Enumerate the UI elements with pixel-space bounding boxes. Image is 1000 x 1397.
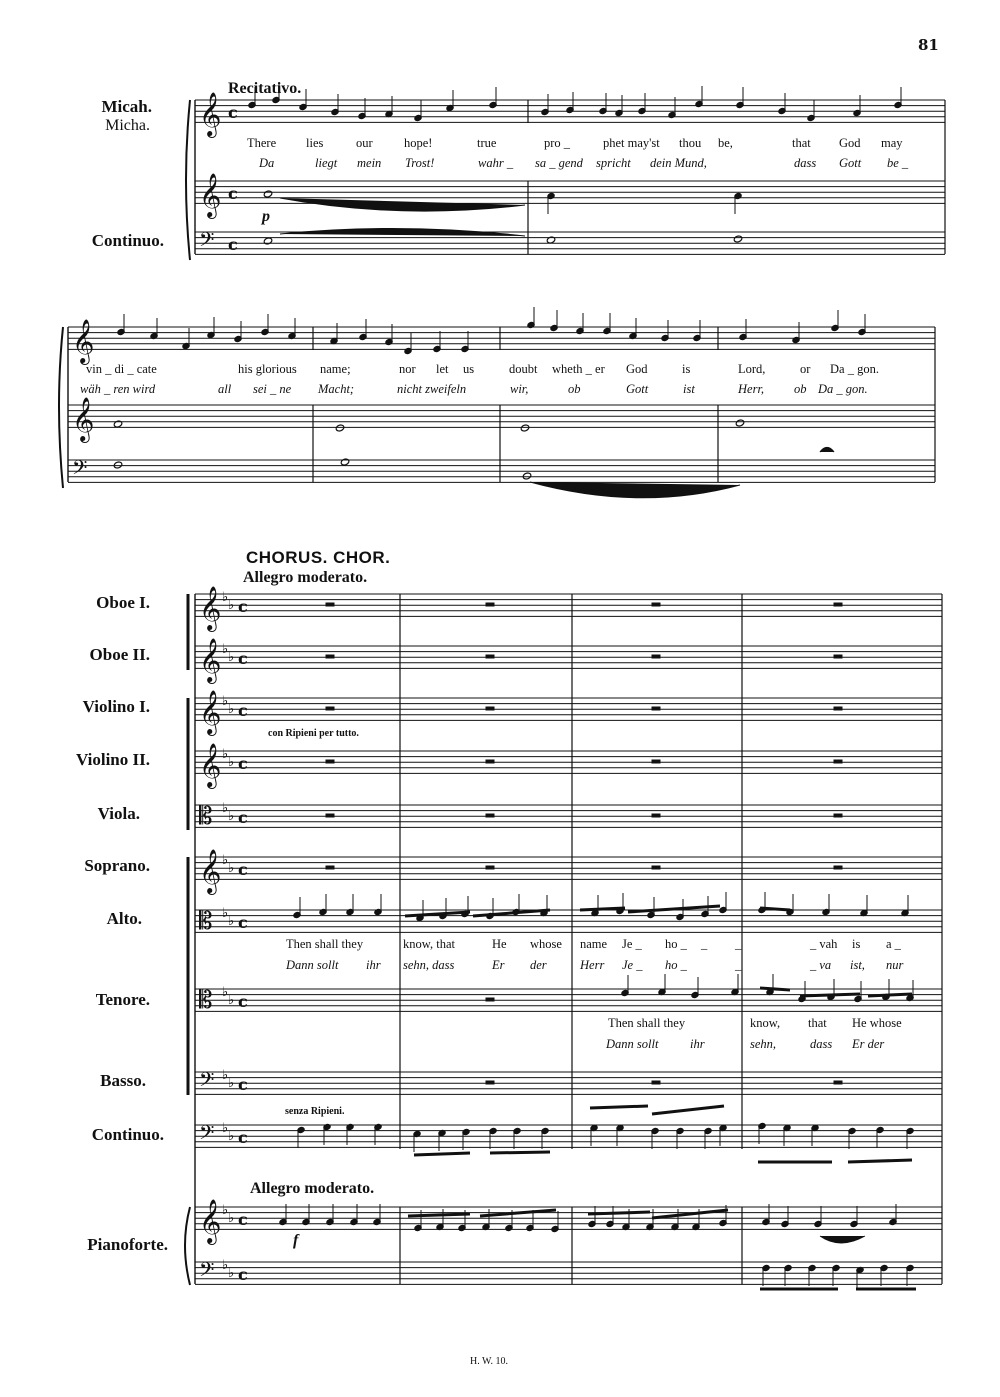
- lyric: Herr: [580, 958, 605, 972]
- lyric: us: [463, 362, 475, 376]
- flat-sign: ♭: [222, 747, 229, 762]
- label-alto: Alto.: [106, 909, 142, 928]
- lyric: Je _: [622, 958, 643, 972]
- treble-clef: 𝄞: [72, 319, 95, 363]
- lyric: doubt: [509, 362, 538, 376]
- time-signature: c: [238, 754, 248, 773]
- lyric: Da _ gon.: [830, 362, 879, 376]
- lyric: whose: [530, 937, 562, 951]
- lyric: There: [247, 136, 277, 150]
- flat-sign: ♭: [222, 906, 229, 921]
- half-notehead: [733, 235, 742, 243]
- lyric: Dann sollt: [286, 958, 339, 972]
- beam: [408, 1214, 470, 1216]
- lyric: or: [800, 362, 811, 376]
- treble-clef: 𝄞: [199, 1199, 222, 1243]
- beam: [652, 1106, 724, 1114]
- lyric: wahr _: [478, 156, 514, 170]
- whole-rest: [486, 866, 494, 869]
- lyric: mein: [357, 156, 382, 170]
- whole-rest: [326, 707, 334, 710]
- flat-sign: ♭: [222, 985, 229, 1000]
- lyric: wheth _ er: [552, 362, 605, 376]
- treble-clef: 𝄞: [199, 849, 222, 893]
- label-oboe-1: Oboe I.: [96, 593, 150, 612]
- whole-rest: [486, 760, 494, 763]
- flat-sign: ♭: [228, 1266, 235, 1281]
- beam: [868, 994, 912, 996]
- lyric: ist: [683, 382, 695, 396]
- time-signature: c: [238, 860, 248, 879]
- time-signature: c: [228, 235, 238, 254]
- lyric: ob: [794, 382, 807, 396]
- whole-rest: [834, 707, 842, 710]
- treble-clef: 𝄞: [199, 638, 222, 682]
- tempo-allegro-moderato: Allegro moderato.: [243, 569, 368, 586]
- label-micah-en: Micah.: [101, 97, 152, 116]
- lyric: sei _ ne: [253, 382, 292, 396]
- lyric: ho _: [665, 958, 687, 972]
- bass-clef: 𝄢: [72, 456, 88, 484]
- flat-sign: ♭: [228, 702, 235, 717]
- lyric: ho _: [665, 937, 687, 951]
- whole-rest: [834, 655, 842, 658]
- whole-rest: [326, 655, 334, 658]
- time-signature: c: [238, 649, 248, 668]
- piano-tempo: Allegro moderato.: [250, 1180, 375, 1197]
- lyric: may: [881, 136, 903, 150]
- flat-sign: ♭: [228, 650, 235, 665]
- half-notehead: [263, 190, 272, 198]
- flat-sign: ♭: [222, 694, 229, 709]
- lyric: Dann sollt: [606, 1037, 659, 1051]
- lyric: our: [356, 136, 373, 150]
- brace-piano: [185, 1207, 190, 1285]
- label-soprano: Soprano.: [84, 856, 150, 875]
- lyric: Herr,: [738, 382, 765, 396]
- lyric: is: [852, 937, 861, 951]
- lyric: Then shall they: [608, 1016, 686, 1030]
- chorus-heading: CHORUS. CHOR.: [246, 548, 391, 567]
- system-bracket: [186, 100, 190, 260]
- half-notehead: [340, 458, 349, 466]
- flat-sign: ♭: [228, 993, 235, 1008]
- lyric: _: [701, 937, 708, 951]
- lyric: all: [218, 382, 232, 396]
- label-continuo-3: Continuo.: [91, 1125, 164, 1144]
- flat-sign: ♭: [228, 914, 235, 929]
- lyric: Macht;: [318, 382, 355, 396]
- slur: [280, 228, 525, 236]
- lyric: ist,: [850, 958, 865, 972]
- lyric: dein Mund,: [650, 156, 707, 170]
- lyric: nicht zweifeln: [397, 382, 467, 396]
- whole-rest: [486, 707, 494, 710]
- beam: [590, 1106, 648, 1108]
- lyric: is: [682, 362, 691, 376]
- lyric: let: [436, 362, 449, 376]
- whole-rest: [652, 866, 660, 869]
- beam: [760, 988, 790, 990]
- whole-rest: [652, 760, 660, 763]
- time-signature: c: [228, 184, 238, 203]
- lyric: der: [530, 958, 547, 972]
- slur: [280, 198, 525, 211]
- lyric: nur: [886, 958, 904, 972]
- beam: [580, 908, 625, 910]
- lyric: that: [792, 136, 811, 150]
- label-pianoforte: Pianoforte.: [87, 1235, 168, 1254]
- lyric: sa _ gend: [535, 156, 583, 170]
- whole-rest: [652, 603, 660, 606]
- fermata: [820, 448, 834, 453]
- lyric: Er: [492, 958, 505, 972]
- label-violin-1: Violino I.: [82, 697, 150, 716]
- lyric: wir,: [510, 382, 529, 396]
- system-bracket: [59, 327, 63, 488]
- lyric: sehn, dass: [403, 958, 455, 972]
- beam: [760, 908, 790, 910]
- whole-rest: [486, 1081, 494, 1084]
- slur: [820, 1236, 865, 1243]
- treble-clef: 𝄞: [199, 586, 222, 630]
- whole-rest: [486, 814, 494, 817]
- treble-clef: 𝄞: [199, 743, 222, 787]
- lyric: God: [626, 362, 648, 376]
- flat-sign: ♭: [228, 755, 235, 770]
- lyric: sehn,: [750, 1037, 777, 1051]
- flat-sign: ♭: [228, 598, 235, 613]
- time-signature: c: [238, 992, 248, 1011]
- label-bass: Basso.: [100, 1071, 146, 1090]
- lyric: Gott: [626, 382, 649, 396]
- lyric: phet may'st: [603, 136, 660, 150]
- treble-clef: 𝄞: [199, 92, 222, 136]
- flat-sign: ♭: [222, 853, 229, 868]
- lyric: nor: [399, 362, 416, 376]
- lyric: that: [808, 1016, 827, 1030]
- flat-sign: ♭: [228, 861, 235, 876]
- treble-clef: 𝄞: [199, 690, 222, 734]
- flat-sign: ♭: [222, 1121, 229, 1136]
- lyric: thou: [679, 136, 702, 150]
- label-oboe-2: Oboe II.: [89, 645, 150, 664]
- alto-clef: 𝄡: [199, 802, 213, 830]
- lyric: Trost!: [405, 156, 435, 170]
- beam: [414, 1153, 470, 1155]
- whole-rest: [652, 1081, 660, 1084]
- time-signature: c: [238, 701, 248, 720]
- time-signature: c: [238, 913, 248, 932]
- lyric: hope!: [404, 136, 433, 150]
- flat-sign: ♭: [228, 1076, 235, 1091]
- lyric: dass: [794, 156, 817, 170]
- piano-dynamic-f: f: [293, 1232, 299, 1249]
- label-continuo-1: Continuo.: [91, 231, 164, 250]
- lyric: name;: [320, 362, 351, 376]
- half-notehead: [335, 424, 344, 432]
- lyric: Gott: [839, 156, 862, 170]
- lyric: Er der: [852, 1037, 885, 1051]
- lyric: liegt: [315, 156, 338, 170]
- whole-rest: [652, 707, 660, 710]
- lyric: _: [735, 958, 742, 972]
- flat-sign: ♭: [222, 642, 229, 657]
- flat-sign: ♭: [228, 1211, 235, 1226]
- time-signature: c: [238, 1075, 248, 1094]
- label-violin-2: Violino II.: [75, 750, 150, 769]
- half-notehead: [520, 424, 529, 432]
- lyric: know,: [750, 1016, 781, 1030]
- lyric: Da _ gon.: [818, 382, 868, 396]
- lyric: _ va: [810, 958, 832, 972]
- lyric: be,: [718, 136, 733, 150]
- half-notehead: [522, 472, 531, 480]
- time-signature: c: [238, 808, 248, 827]
- flat-sign: ♭: [222, 590, 229, 605]
- whole-rest: [834, 1081, 842, 1084]
- whole-rest: [652, 814, 660, 817]
- flat-sign: ♭: [228, 1129, 235, 1144]
- lyric: wäh _ ren wird: [80, 382, 156, 396]
- lyric: ihr: [690, 1037, 705, 1051]
- whole-rest: [834, 603, 842, 606]
- whole-rest: [834, 814, 842, 817]
- lyric: pro _: [544, 136, 571, 150]
- label-micah-de: Micha.: [105, 117, 150, 134]
- whole-rest: [326, 814, 334, 817]
- lyric: Je _: [622, 937, 642, 951]
- whole-rest: [834, 760, 842, 763]
- con-ripieni-note: con Ripieni per tutto.: [268, 728, 359, 739]
- footer-edition-mark: H. W. 10.: [470, 1356, 509, 1367]
- lyric: Da: [259, 156, 275, 170]
- label-viola: Viola.: [97, 804, 140, 823]
- senza-ripieni-note: senza Ripieni.: [285, 1106, 345, 1117]
- alto-clef: 𝄡: [199, 907, 213, 935]
- half-notehead: [735, 419, 744, 427]
- lyric: know, that: [403, 937, 455, 951]
- lyric: his glorious: [238, 362, 297, 376]
- whole-rest: [326, 603, 334, 606]
- lyric: lies: [306, 136, 324, 150]
- bass-clef: 𝄢: [199, 1258, 215, 1286]
- flat-sign: ♭: [222, 801, 229, 816]
- beam: [490, 1152, 550, 1153]
- page-number: 81: [918, 36, 939, 54]
- flat-sign: ♭: [222, 1258, 229, 1273]
- alto-clef: 𝄡: [199, 986, 213, 1014]
- lyric: _ vah: [810, 937, 838, 951]
- half-notehead: [263, 237, 272, 245]
- lyric: vin _ di _ cate: [86, 362, 157, 376]
- lyric: He: [492, 937, 507, 951]
- lyric: God: [839, 136, 861, 150]
- half-notehead: [113, 461, 122, 469]
- bass-clef: 𝄢: [199, 228, 215, 256]
- treble-clef: 𝄞: [72, 397, 95, 441]
- lyric: He whose: [852, 1016, 902, 1030]
- tie: [530, 482, 740, 498]
- lyric: dass: [810, 1037, 833, 1051]
- lyric: ihr: [366, 958, 381, 972]
- dynamic-p: p: [262, 208, 270, 225]
- beam: [848, 1160, 912, 1162]
- beam: [800, 994, 860, 996]
- bass-clef: 𝄢: [199, 1121, 215, 1149]
- beam: [652, 1210, 728, 1218]
- tempo-recitativo: Recitativo.: [228, 80, 302, 97]
- lyric: true: [477, 136, 497, 150]
- whole-rest: [834, 866, 842, 869]
- flat-sign: ♭: [228, 809, 235, 824]
- lyric: be _: [887, 156, 909, 170]
- beam: [588, 1212, 650, 1214]
- time-signature: c: [238, 1210, 248, 1229]
- lyric: _: [735, 937, 742, 951]
- whole-rest: [652, 655, 660, 658]
- lyric: Lord,: [738, 362, 766, 376]
- lyric: a _: [886, 937, 901, 951]
- lyric: Then shall they: [286, 937, 364, 951]
- lyric: name: [580, 937, 608, 951]
- whole-rest: [486, 603, 494, 606]
- bass-clef: 𝄢: [199, 1068, 215, 1096]
- time-signature: c: [238, 1265, 248, 1284]
- flat-sign: ♭: [222, 1203, 229, 1218]
- half-notehead: [113, 420, 122, 428]
- whole-rest: [486, 998, 494, 1001]
- lyric: ob: [568, 382, 581, 396]
- time-signature: c: [228, 103, 238, 122]
- time-signature: c: [238, 1128, 248, 1147]
- whole-rest: [326, 760, 334, 763]
- treble-clef: 𝄞: [199, 173, 222, 217]
- lyric: spricht: [596, 156, 631, 170]
- whole-rest: [486, 655, 494, 658]
- label-tenor: Tenore.: [95, 990, 150, 1009]
- flat-sign: ♭: [222, 1068, 229, 1083]
- whole-rest: [326, 866, 334, 869]
- time-signature: c: [238, 597, 248, 616]
